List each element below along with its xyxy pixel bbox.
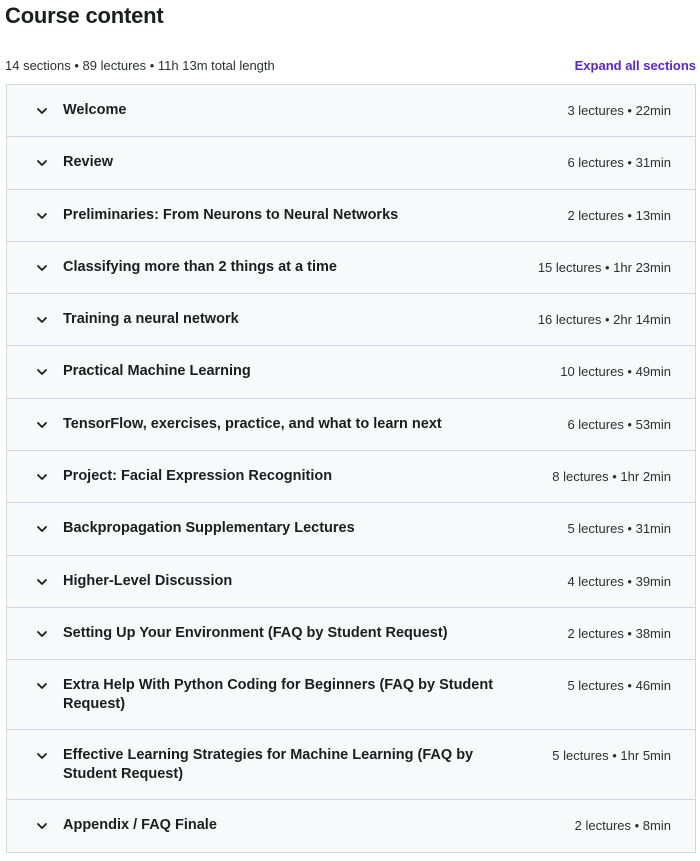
section-meta: 15 lectures • 1hr 23min bbox=[537, 259, 671, 275]
section-meta: 6 lectures • 53min bbox=[567, 416, 671, 432]
section-title: Higher-Level Discussion bbox=[63, 572, 233, 589]
section-title: Review bbox=[63, 154, 113, 171]
section-row[interactable] bbox=[7, 346, 695, 398]
section-row[interactable] bbox=[7, 399, 695, 451]
section-title: Backpropagation Supplementary Lectures bbox=[63, 520, 355, 537]
section-meta: 2 lectures • 8min bbox=[574, 818, 671, 834]
chevron-down-icon bbox=[35, 746, 49, 766]
section-meta: 3 lectures • 22min bbox=[567, 103, 671, 118]
chevron-down-icon bbox=[35, 310, 49, 330]
chevron-down-icon bbox=[35, 572, 49, 592]
section-title: Training a neural network bbox=[63, 311, 239, 328]
expand-all-sections-button[interactable]: Expand all sections bbox=[574, 57, 696, 73]
chevron-down-icon bbox=[35, 153, 49, 173]
chevron-down-icon bbox=[35, 206, 49, 226]
section-meta: 5 lectures • 31min bbox=[567, 521, 671, 537]
section-title: Practical Machine Learning bbox=[63, 363, 251, 380]
section-meta: 2 lectures • 38min bbox=[567, 625, 671, 641]
chevron-down-icon bbox=[35, 415, 49, 435]
section-meta: 10 lectures • 49min bbox=[560, 364, 671, 380]
course-summary-row bbox=[5, 55, 696, 75]
section-row[interactable] bbox=[7, 608, 695, 660]
section-title: Welcome bbox=[63, 102, 127, 118]
section-row[interactable] bbox=[7, 451, 695, 503]
chevron-down-icon bbox=[35, 519, 49, 539]
section-meta: 8 lectures • 1hr 2min bbox=[552, 469, 671, 485]
section-row[interactable] bbox=[7, 730, 695, 800]
section-row[interactable] bbox=[7, 242, 695, 294]
chevron-down-icon bbox=[35, 676, 49, 696]
section-title: TensorFlow, exercises, practice, and what to learn next bbox=[63, 415, 442, 432]
section-meta: 2 lectures • 13min bbox=[567, 207, 671, 223]
section-title: Extra Help With Python Coding for Beginners (FAQ by Student Request) bbox=[63, 677, 494, 713]
section-list bbox=[6, 84, 696, 853]
section-title: Preliminaries: From Neurons to Neural Networks bbox=[63, 206, 399, 223]
section-row[interactable] bbox=[7, 660, 695, 730]
section-title: Project: Facial Expression Recognition bbox=[63, 468, 333, 485]
chevron-down-icon bbox=[35, 467, 49, 487]
section-meta: 5 lectures • 46min bbox=[567, 678, 671, 694]
section-row[interactable] bbox=[7, 85, 695, 137]
section-title: Classifying more than 2 things at a time bbox=[63, 258, 337, 275]
section-row[interactable] bbox=[7, 294, 695, 346]
section-row[interactable] bbox=[7, 556, 695, 608]
section-title: Effective Learning Strategies for Machine Learning (FAQ by Student Request) bbox=[63, 747, 474, 783]
section-meta: 4 lectures • 39min bbox=[567, 573, 671, 589]
section-title: Appendix / FAQ Finale bbox=[63, 817, 217, 834]
chevron-down-icon bbox=[35, 258, 49, 278]
section-meta: 16 lectures • 2hr 14min bbox=[537, 312, 671, 328]
section-row[interactable] bbox=[7, 190, 695, 242]
chevron-down-icon bbox=[35, 362, 49, 382]
chevron-down-icon bbox=[35, 101, 49, 121]
chevron-down-icon bbox=[35, 624, 49, 644]
chevron-down-icon bbox=[35, 816, 49, 836]
section-row[interactable] bbox=[7, 503, 695, 555]
section-row[interactable] bbox=[7, 800, 695, 852]
page-title: Course content bbox=[5, 3, 164, 28]
section-meta: 5 lectures • 1hr 5min bbox=[552, 748, 671, 764]
section-title: Setting Up Your Environment (FAQ by Student Request) bbox=[63, 624, 448, 641]
course-summary: 14 sections • 89 lectures • 11h 13m total length bbox=[5, 57, 275, 73]
section-row[interactable] bbox=[7, 137, 695, 189]
section-meta: 6 lectures • 31min bbox=[567, 155, 671, 171]
